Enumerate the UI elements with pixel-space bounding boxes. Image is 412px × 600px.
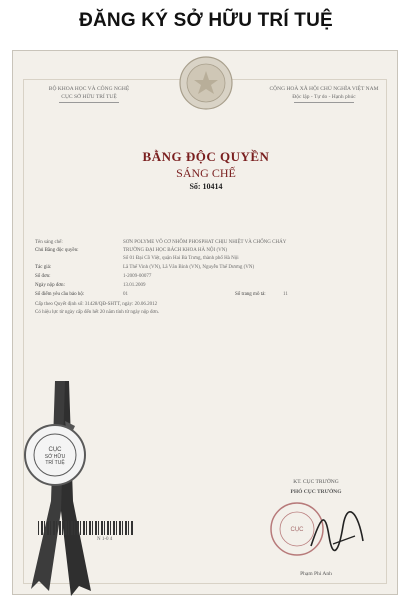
svg-text:CỤC: CỤC	[290, 527, 304, 533]
owner-label: Chủ Bằng độc quyền:	[35, 248, 79, 253]
header-office: CỤC SỞ HỮU TRÍ TUỆ	[61, 94, 117, 100]
validity-text: Có hiệu lực từ ngày cấp đến hết 20 năm tính từ ngày nộp đơn.	[35, 310, 159, 315]
author-label: Tác giả:	[35, 265, 52, 270]
header-right	[259, 85, 389, 103]
svg-text:SỞ HỮU: SỞ HỮU	[44, 454, 66, 460]
filing-date-value: 13.01.2009	[123, 283, 146, 288]
application-number-value: 1-2009-00077	[123, 274, 152, 279]
pages-value: 11	[283, 292, 288, 297]
header-ministry: BỘ KHOA HỌC VÀ CÔNG NGHỆ	[48, 86, 130, 92]
certificate-number: Số: 10414	[189, 182, 223, 191]
svg-text:TRÍ TUỆ: TRÍ TUỆ	[45, 460, 65, 466]
header-country: CỘNG HOÀ XÃ HỘI CHỦ NGHĨA VIỆT NAM	[269, 86, 379, 92]
certificate-subtitle: SÁNG CHẾ	[176, 166, 236, 180]
signature-subtitle: PHÓ CỤC TRƯỞNG	[290, 489, 342, 495]
application-number-label: Số đơn:	[35, 274, 51, 279]
header-motto: Độc lập - Tự do - Hạnh phúc	[292, 94, 356, 100]
header-left	[29, 85, 149, 103]
barcode	[38, 521, 134, 535]
owner-address: Số 01 Đại Cồ Việt, quận Hai Bà Trưng, thành phố Hà Nội	[123, 256, 239, 261]
owner-value: TRƯỜNG ĐẠI HỌC BÁCH KHOA HÀ NỘI (VN)	[123, 248, 228, 253]
national-emblem-icon	[178, 55, 234, 111]
certificate	[12, 50, 398, 595]
claims-label: Số điểm yêu cầu bảo hộ:	[35, 292, 85, 297]
author-value: Lã Thế Vinh (VN), Lã Văn Bình (VN), Nguyễn Thế Dương (VN)	[123, 265, 255, 270]
decision-text: Cấp theo Quyết định số: 31428/QĐ-SHTT, ngày: 20.06.2012	[35, 302, 158, 307]
signer-name: Phạm Phi Anh	[300, 571, 332, 577]
signature-title: KT. CỤC TRƯỞNG	[293, 479, 339, 485]
invention-name-label: Tên sáng chế:	[35, 240, 63, 245]
invention-name-value: SƠN POLYME VÔ CƠ NHÔM PHOSPHAT CHỊU NHIỆT VÀ CHỐNG CHÁY	[123, 240, 287, 245]
certificate-title: BẰNG ĐỘC QUYỀN	[142, 149, 270, 164]
pages-label: Số trang mô tả:	[235, 292, 266, 297]
svg-text:CỤC: CỤC	[48, 447, 62, 453]
page-title: ĐĂNG KÝ SỞ HỮU TRÍ TUỆ	[79, 10, 333, 31]
claims-value: 01	[123, 292, 128, 297]
ribbon-icon	[21, 381, 101, 596]
handwritten-signature-icon	[303, 506, 373, 556]
filing-date-label: Ngày nộp đơn:	[35, 283, 65, 288]
official-seal-icon	[23, 423, 87, 487]
barcode-number: N 1-0 4	[97, 537, 113, 542]
